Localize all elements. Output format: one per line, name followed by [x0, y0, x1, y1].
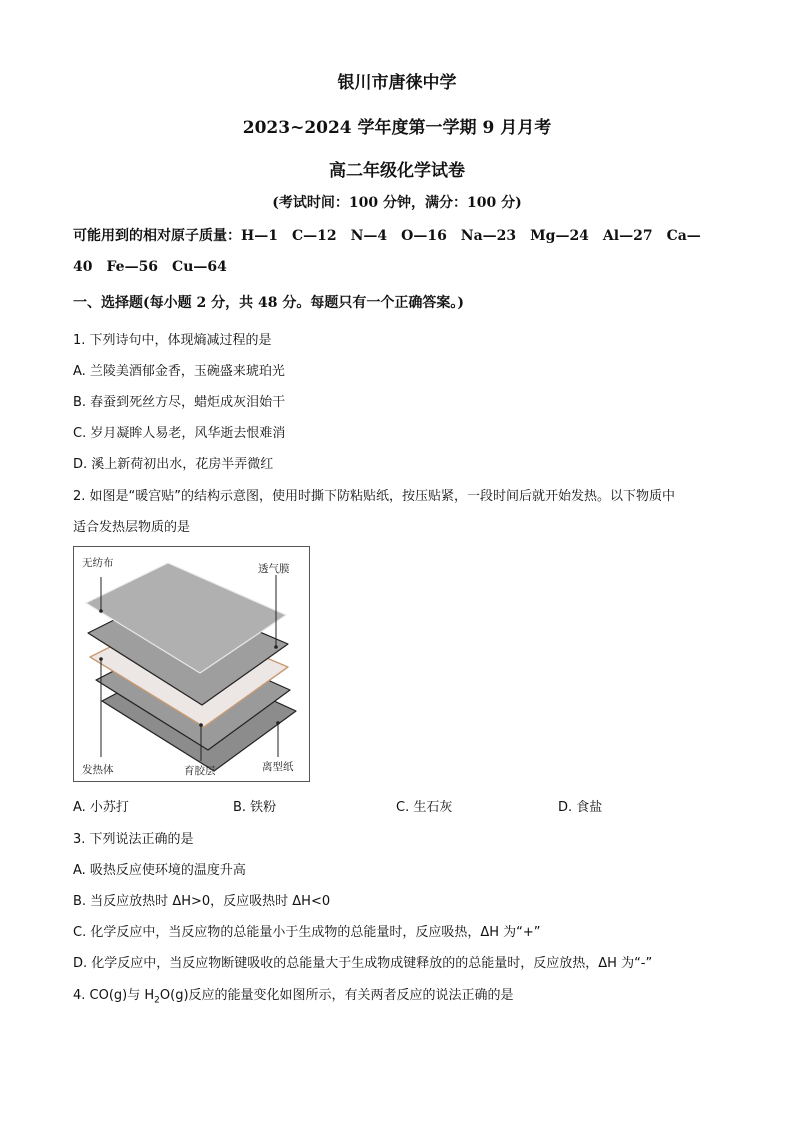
label-release-paper: 离型纸 — [262, 761, 294, 773]
q2-option-b: B. 铁粉 — [233, 800, 277, 815]
label-membrane: 透气膜 — [258, 563, 290, 575]
atomic-masses-line2: 40 Fe—56 Cu—64 — [73, 259, 227, 275]
q4-stem-part2: O(g)反应的能量变化如图所示，有关两者反应的说法正确的是 — [159, 988, 514, 1003]
label-nonwoven: 无纺布 — [82, 557, 114, 569]
q4-stem — [73, 984, 514, 1006]
q2-option-c: C. 生石灰 — [396, 800, 453, 815]
q3-stem: 3. 下列说法正确的是 — [73, 832, 194, 847]
exam-meta: (考试时间：100 分钟，满分：100 分) — [272, 195, 522, 211]
q4-subscript: 2 — [154, 995, 160, 1006]
q1-option-d: D. 溪上新荷初出水，花房半弄微红 — [73, 457, 274, 472]
q2-option-d: D. 食盐 — [558, 800, 603, 815]
school-name: 银川市唐徕中学 — [337, 73, 457, 93]
label-gel: 育胶层 — [184, 765, 216, 777]
q2-option-a: A. 小苏打 — [73, 800, 129, 815]
exam-title: 高二年级化学试卷 — [329, 161, 465, 181]
label-heater: 发热体 — [82, 764, 114, 776]
q1-stem: 1. 下列诗句中，体现熵减过程的是 — [73, 333, 272, 348]
q3-option-a: A. 吸热反应使环境的温度升高 — [73, 863, 246, 878]
q3-option-d: D. 化学反应中，当反应物断键吸收的总能量大于生成物成键释放的的总能量时，反应放热，ΔH 为“-” — [73, 956, 653, 971]
section-title: 一、选择题(每小题 2 分，共 48 分。每题只有一个正确答案。) — [73, 295, 464, 311]
q1-option-a: A. 兰陵美酒郁金香，玉碗盛来琥珀光 — [73, 364, 285, 379]
q3-option-c: C. 化学反应中，当反应物的总能量小于生成物的总能量时，反应吸热，ΔH 为“+” — [73, 925, 541, 940]
atomic-masses-line1: 可能用到的相对原子质量：H—1 C—12 N—4 O—16 Na—23 Mg—24 Al—27 Ca— — [73, 228, 701, 244]
heating-pad-diagram — [73, 546, 310, 782]
q2-stem-line2: 适合发热层物质的是 — [73, 520, 191, 535]
exam-term: 2023~2024 学年度第一学期 9 月月考 — [242, 118, 552, 138]
q1-option-c: C. 岁月凝眸人易老，风华逝去恨难消 — [73, 426, 286, 441]
q3-option-b: B. 当反应放热时 ΔH>0，反应吸热时 ΔH<0 — [73, 894, 331, 909]
q1-option-b: B. 春蚕到死丝方尽，蜡炬成灰泪始干 — [73, 395, 286, 410]
layer-stack-illustration — [74, 547, 309, 781]
q2-stem-line1: 2. 如图是“暖宫贴”的结构示意图，使用时撕下防粘贴纸，按压贴紧，一段时间后就开始发热。以下物质中 — [73, 489, 676, 504]
q4-stem-part1: 4. CO(g)与 H — [73, 988, 155, 1003]
